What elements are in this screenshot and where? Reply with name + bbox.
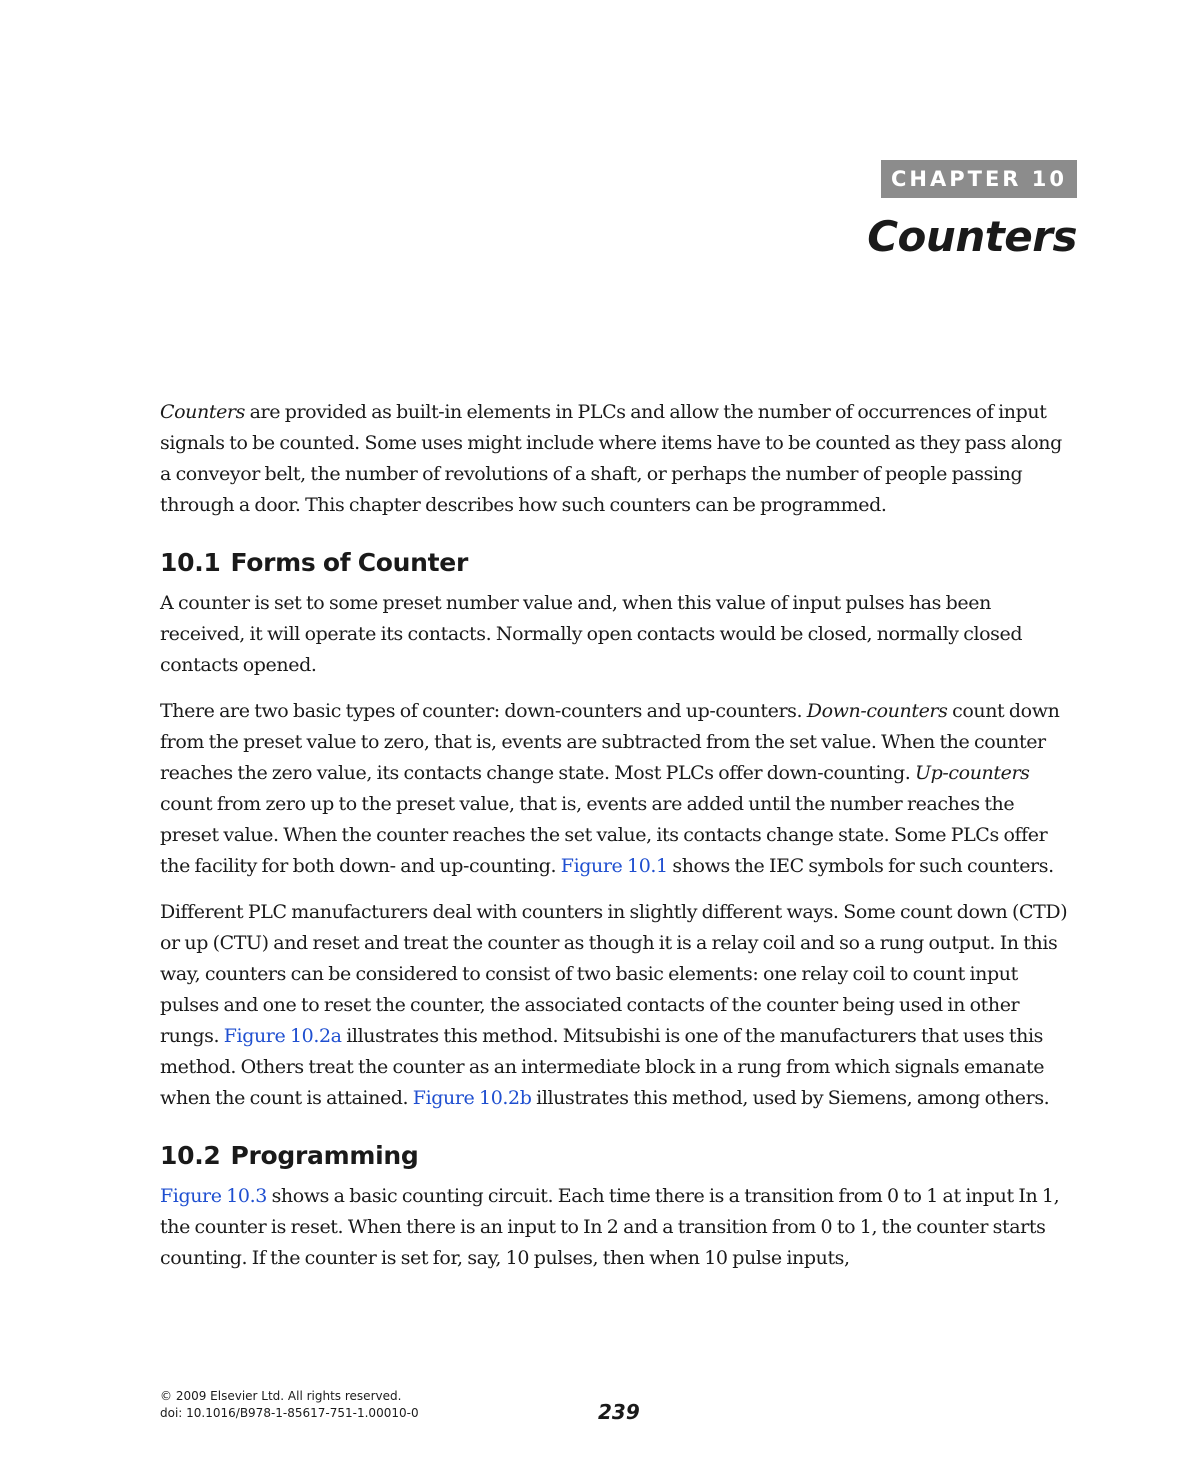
figure-link-10-2b[interactable]: Figure 10.2b: [412, 1087, 532, 1109]
chapter-label: CHAPTER 10: [881, 160, 1077, 198]
paragraph: [160, 897, 1077, 1114]
figure-link-10-3[interactable]: Figure 10.3: [160, 1185, 267, 1207]
term-up-counters: Up-counters: [915, 762, 1030, 784]
paragraph: A counter is set to some preset number value and, when this value of input pulses has been received, it will operate its contacts. Normally open contacts would be closed, normally closed contacts opened.: [160, 592, 1023, 676]
term-down-counters: Down-counters: [806, 700, 948, 722]
text-run: count from zero up to the preset value, that is, events are added until the number reaches the preset value. When the counter reaches the set value, its contacts change state. Some PLCs offer the facility for both down- and up-counting.: [160, 793, 1048, 877]
text-run: There are two basic types of counter: down-counters and up-counters.: [160, 700, 807, 722]
text-run: Different PLC manufacturers deal with counters in slightly different ways. Some count down (CTD) or up (CTU) and reset and treat the counter as though it is a relay coil and so a rung output. In this way, counters can be considered to consist of two basic elements: one relay coil to count input pulses and one to reset the counter, the associated contacts of the counter being used in other rungs.: [160, 901, 1068, 1047]
footer: [160, 1388, 419, 1422]
section-number: 10.1: [160, 548, 221, 577]
intro-text: are provided as built-in elements in PLCs and allow the number of occurrences of input signals to be counted. Some uses might include where items have to be counted as they pass along a conveyor belt, the number of revolutions of a shaft, or perhaps the number of people passing through a door. This chapter describes how such counters can be programmed.: [160, 401, 1062, 516]
figure-link-10-1[interactable]: Figure 10.1: [560, 855, 668, 877]
doi: doi: 10.1016/B978-1-85617-751-1.00010-0: [160, 1406, 419, 1420]
text-run: shows the IEC symbols for such counters.: [667, 855, 1054, 877]
intro-term: Counters: [160, 401, 245, 423]
section-number: 10.2: [160, 1141, 221, 1170]
section-heading-10-1: [160, 548, 1077, 578]
paragraph: [160, 1181, 1077, 1274]
document-page: [160, 0, 1077, 1480]
text-run: illustrates this method, used by Siemens, among others.: [531, 1087, 1050, 1109]
section-heading-10-2: [160, 1141, 1077, 1171]
intro-paragraph: [160, 397, 1077, 521]
section-title: Forms of Counter: [230, 548, 468, 577]
chapter-title: Counters: [867, 212, 1077, 261]
section-title: Programming: [230, 1141, 419, 1170]
page-number: 239: [598, 1400, 640, 1424]
text-run: illustrates this method. Mitsubishi is one of the manufacturers that uses this method. Others treat the counter as an intermediate block in a rung from which signals emanate when the count is attained.: [160, 1025, 1045, 1109]
text-run: count down from the preset value to zero, that is, events are subtracted from the set value. When the counter reaches the zero value, its contacts change state. Most PLCs offer down-counting.: [160, 700, 1060, 784]
copyright: © 2009 Elsevier Ltd. All rights reserved.: [160, 1389, 402, 1403]
body-text: [160, 397, 1077, 1289]
paragraph: [160, 696, 1077, 882]
text-run: shows a basic counting circuit. Each time there is a transition from 0 to 1 at input In 1, the counter is reset. When there is an input to In 2 and a transition from 0 to 1, the counter starts counting. If the counter is set for, say, 10 pulses, then when 10 pulse inputs,: [160, 1185, 1060, 1269]
figure-link-10-2a[interactable]: Figure 10.2a: [223, 1025, 342, 1047]
